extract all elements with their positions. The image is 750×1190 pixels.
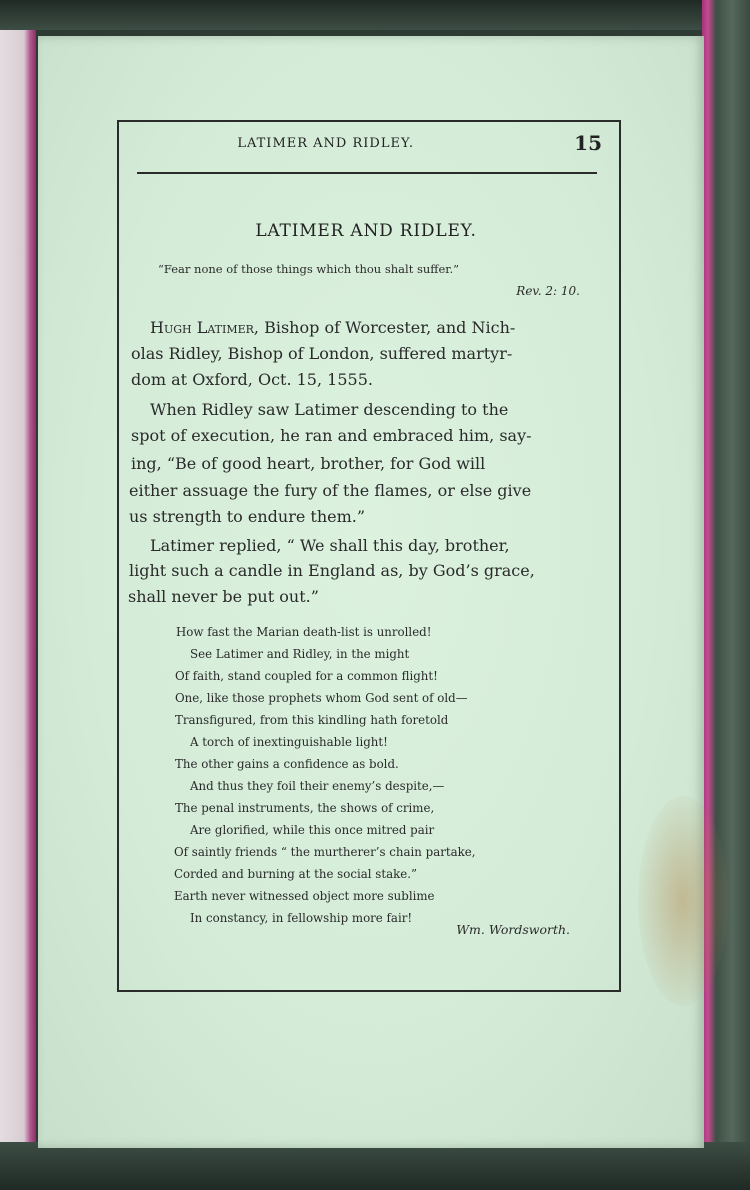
poem-line-2: See Latimer and Ridley, in the might [190,647,410,661]
book-cover-right-edge [702,0,750,1190]
paragraph-1-line-3: dom at Oxford, Oct. 15, 1555. [131,370,373,389]
poem-line-5: Transfigured, from this kindling hath foretold [175,713,449,727]
paragraph-1-line-1 [150,318,515,337]
paragraph-2-line-2: spot of execution, he ran and embraced him, say- [131,426,532,445]
poem-line-14: In constancy, in fellowship more fair! [190,911,413,925]
paragraph-3-line-3: shall never be put out.” [128,587,319,606]
book-cover-top [0,0,750,30]
poem-line-4: One, like those prophets whom God sent of old— [175,691,468,705]
page-border-frame [117,120,621,992]
poem-line-9: The penal instruments, the shows of crime, [175,801,435,815]
poem-attribution: Wm. Wordsworth. [456,922,570,937]
poem-line-3: Of faith, stand coupled for a common flight! [175,669,438,683]
paragraph-3-line-2: light such a candle in England as, by God’s grace, [129,561,535,580]
epigraph-quote: “Fear none of those things which thou shalt suffer.” [158,262,460,276]
paragraph-2-line-1: When Ridley saw Latimer descending to the [150,400,509,419]
poem-line-1: How fast the Marian death-list is unrolled! [176,625,432,639]
poem-line-7: The other gains a confidence as bold. [175,757,399,771]
epigraph-reference: Rev. 2: 10. [516,284,580,298]
poem-line-8: And thus they foil their enemy’s despite,— [190,779,445,793]
facing-page-edge [0,30,36,1142]
paragraph-3-line-1: Latimer replied, “ We shall this day, brother, [150,536,510,555]
running-head: LATIMER AND RIDLEY. [237,136,414,151]
paragraph-1-line-1-rest: Bishop of Worcester, and Nich- [259,318,516,337]
poem-line-11: Of saintly friends “ the murtherer’s chain partake, [174,845,476,859]
poem-line-12: Corded and burning at the social stake.” [174,867,418,881]
poem-line-6: A torch of inextinguishable light! [190,735,388,749]
paragraph-1-line-2: olas Ridley, Bishop of London, suffered martyr- [131,344,513,363]
poem-line-13: Earth never witnessed object more sublime [174,889,435,903]
paragraph-2-line-4: either assuage the fury of the flames, or else give [129,481,532,500]
book-cover-bottom [0,1142,750,1190]
page-number: 15 [574,131,602,155]
paragraph-2-line-5: us strength to endure them.” [129,507,366,526]
paragraph-2-line-3: ing, “Be of good heart, brother, for God will [131,454,486,473]
header-rule [137,172,597,174]
chapter-title: LATIMER AND RIDLEY. [255,221,477,241]
foxing-stain [638,796,728,1006]
poem-line-10: Are glorified, while this once mitred pair [190,823,435,837]
name-small-caps: Hugh Latimer, [150,318,259,337]
